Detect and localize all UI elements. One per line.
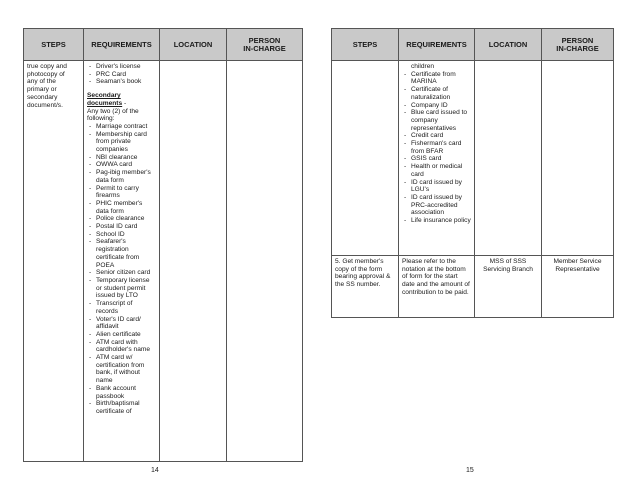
list-item: - Certificate of naturalization <box>404 86 471 101</box>
requirements-cell <box>399 61 475 256</box>
list-item: - ID card issued by PRC-accredited association <box>404 194 471 217</box>
secondary-documents-heading: Secondary documents - <box>87 92 127 107</box>
list-item: - Permit to carry firearms <box>89 185 156 200</box>
list-item: - School ID <box>89 231 156 239</box>
list-item: - Birth/baptismal certificate of <box>89 400 156 415</box>
person-cell <box>542 256 614 318</box>
header-requirements: REQUIREMENTS <box>84 29 160 61</box>
requirements-cell <box>84 61 160 462</box>
list-item: - Company ID <box>404 102 471 110</box>
list-item: - Membership card from private companies <box>89 131 156 154</box>
step-text: 5. Get member's copy of the form bearing approval & the SS number. <box>335 258 391 289</box>
list-item: - Postal ID card <box>89 223 156 231</box>
location-cell <box>475 256 542 318</box>
list-item: - Voter's ID card/ affidavit <box>89 316 156 331</box>
list-item: - ATM card with cardholder's name <box>89 339 156 354</box>
list-item: - PRC Card <box>89 71 156 79</box>
location-cell <box>160 61 227 462</box>
list-item: - OWWA card <box>89 161 156 169</box>
header-location: LOCATION <box>160 29 227 61</box>
requirements-cell <box>399 256 475 318</box>
step-text <box>24 61 83 111</box>
list-item: - Certificate from MARINA <box>404 71 471 86</box>
table-header-row <box>24 29 303 61</box>
step-line: photocopy of <box>27 70 65 78</box>
continued-item: children <box>411 63 435 70</box>
step-line: secondary <box>27 93 58 101</box>
requirements-content <box>84 61 159 418</box>
step-line: true copy and <box>27 63 67 70</box>
list-item: - Life insurance policy <box>404 217 471 225</box>
location-cell <box>475 61 542 256</box>
secondary-intro <box>87 108 156 123</box>
list-item: - NBI clearance <box>89 154 156 162</box>
intro-line: following: <box>87 115 115 123</box>
step-line: primary or <box>27 86 57 94</box>
step-line: any of the <box>27 78 56 86</box>
list-item: - Bank account passbook <box>89 385 156 400</box>
header-steps: STEPS <box>24 29 84 61</box>
header-person-in-charge: PERSON IN-CHARGE <box>227 29 303 61</box>
step-line: document/s. <box>27 101 63 109</box>
list-item: - Fisherman's card from BFAR <box>404 140 471 155</box>
left-steps-table <box>23 28 303 462</box>
list-item: - Driver's license <box>89 63 156 71</box>
header-steps: STEPS <box>332 29 399 61</box>
secondary-documents-list <box>402 71 471 225</box>
intro-line: Any two (2) of the <box>87 107 139 115</box>
list-item: - Blue card issued to company representatives <box>404 109 471 132</box>
list-item: - ID card issued by LGU's <box>404 179 471 194</box>
table-row <box>24 61 303 462</box>
header-location: LOCATION <box>475 29 542 61</box>
primary-documents-list <box>87 63 156 86</box>
list-item: - Health or medical card <box>404 163 471 178</box>
list-item: - ATM card w/ certification from bank, if without name <box>89 354 156 385</box>
person-cell <box>227 61 303 462</box>
list-item: - Senior citizen card <box>89 269 156 277</box>
list-item: - Pag-ibig member's data form <box>89 169 156 184</box>
list-item: - Temporary license or student permit issued by LTO <box>89 277 156 300</box>
table-row <box>332 256 614 318</box>
step-cell <box>24 61 84 462</box>
header-requirements: REQUIREMENTS <box>399 29 475 61</box>
location-text: MSS of SSS Servicing Branch <box>483 258 533 273</box>
list-item: - Alien certificate <box>89 331 156 339</box>
right-steps-table <box>331 28 614 318</box>
list-item: - Marriage contract <box>89 123 156 131</box>
list-item: - Seaman's book <box>89 78 156 86</box>
list-item: - GSIS card <box>404 155 471 163</box>
page-number: 14 <box>151 467 159 474</box>
list-item: - Seafarer's registration certificate from POEA <box>89 238 156 269</box>
table-row <box>332 61 614 256</box>
table-header-row <box>332 29 614 61</box>
list-item: - PHIC member's data form <box>89 200 156 215</box>
requirements-content <box>399 61 474 227</box>
list-item: - Credit card <box>404 132 471 140</box>
list-item: - Police clearance <box>89 215 156 223</box>
person-in-charge-text: Member Service Representative <box>553 258 602 273</box>
page-number: 15 <box>466 467 474 474</box>
step-cell <box>332 61 399 256</box>
requirements-text: Please refer to the notation at the bottom of form for the start date and the amount of contribution to be paid. <box>402 258 470 296</box>
step-cell <box>332 256 399 318</box>
secondary-documents-list <box>87 123 156 416</box>
list-item: - Transcript of records <box>89 300 156 315</box>
person-cell <box>542 61 614 256</box>
header-person-in-charge: PERSON IN-CHARGE <box>542 29 614 61</box>
